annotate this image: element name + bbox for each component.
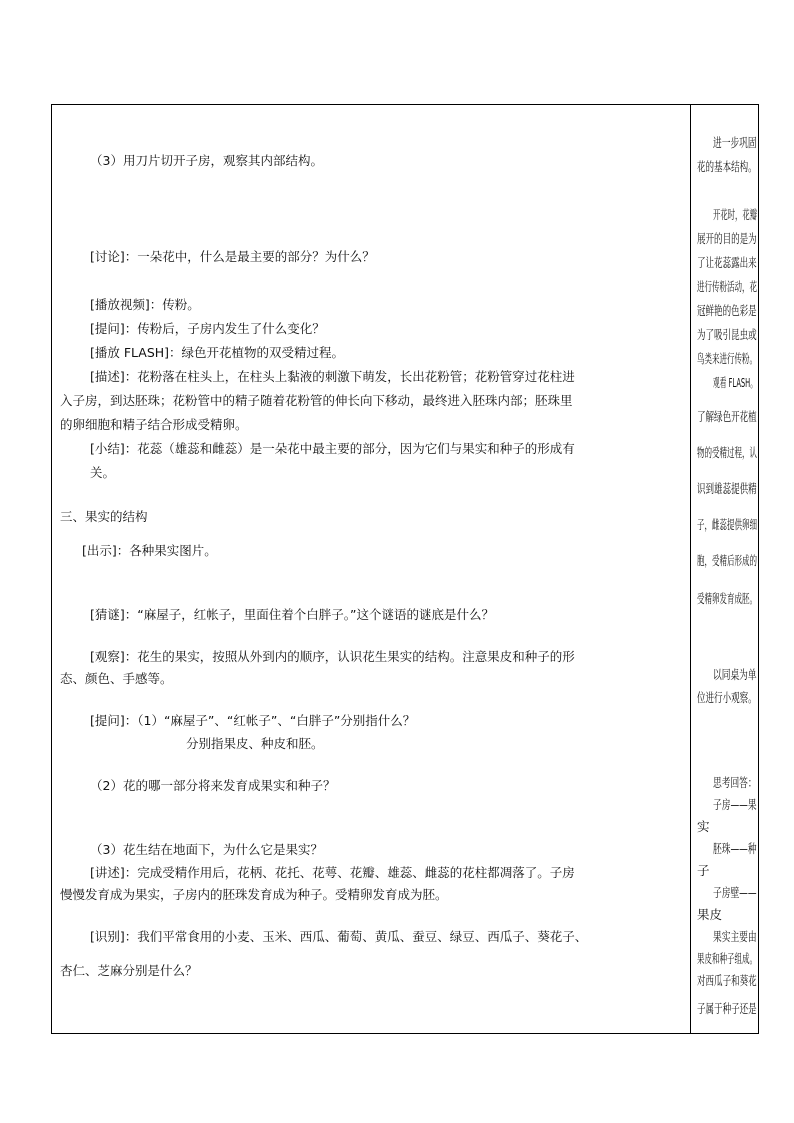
teaching-content-column <box>52 105 638 1033</box>
text-line: [描述]：花粉落在柱头上，在柱头上黏液的刺激下萌发，长出花粉管；花粉管穿过花柱进 <box>90 369 575 384</box>
note-line: 子房——果 <box>713 797 757 812</box>
note-line: 胚珠——种 <box>713 841 757 856</box>
text-line: [播放 FLASH]：绿色开花植物的双受精过程。 <box>90 345 345 360</box>
note-line: 实 <box>697 819 710 834</box>
text-line: （3）用刀片切开子房，观察其内部结构。 <box>90 153 323 168</box>
note-line: 观看 FLASH。 <box>713 375 757 390</box>
text-line: 态、颜色、手感等。 <box>60 671 173 686</box>
note-line: 物的受精过程，认 <box>697 445 758 460</box>
section-heading: 三、果实的结构 <box>60 509 148 524</box>
text-line: 慢慢发育成为果实，子房内的胚珠发育成为种子。受精卵发育成为胚。 <box>60 887 448 902</box>
note-line: 思考回答： <box>713 775 757 790</box>
note-line: 子 <box>697 863 710 878</box>
note-line: 识到雄蕊提供精 <box>697 481 757 496</box>
text-line: 关。 <box>90 465 116 480</box>
note-line: 果皮 <box>697 907 723 922</box>
note-line: 子属于种子还是 <box>697 1001 757 1016</box>
text-line: [小结]：花蕊（雄蕊和雌蕊）是一朵花中最主要的部分，因为它们与果实和种子的形成有 <box>90 441 575 456</box>
text-line: [讲述]：完成受精作用后，花柄、花托、花萼、花瓣、雄蕊、雌蕊的花柱都凋落了。子房 <box>90 865 575 880</box>
note-line: 开花时，花瓣 <box>713 207 758 222</box>
note-line: 果皮和种子组成。 <box>697 951 758 966</box>
note-line: 对西瓜子和葵花 <box>697 973 757 988</box>
note-line: 以同桌为单 <box>713 667 757 682</box>
design-intent-column <box>691 105 759 1033</box>
text-line: [播放视频]：传粉。 <box>90 297 200 312</box>
text-line: 的卵细胞和精子结合形成受精卵。 <box>60 417 248 432</box>
note-line: 进一步巩固 <box>713 135 757 150</box>
text-line: 分别指果皮、种皮和胚。 <box>186 736 324 751</box>
note-line: 了让花蕊露出来 <box>697 255 757 270</box>
note-line: 展开的目的是为 <box>697 231 757 246</box>
note-line: 为了吸引昆虫或 <box>697 327 757 342</box>
note-line: 冠鲜艳的色彩是 <box>697 303 757 318</box>
text-line: [提问]：（1）“麻屋子”、“红帐子”、“白胖子”分别指什么？ <box>90 713 416 728</box>
note-line: 胞，受精后形成的 <box>697 553 758 568</box>
text-line: [出示]：各种果实图片。 <box>82 543 217 558</box>
lesson-table <box>51 104 759 1034</box>
text-line: （3）花生结在地面下，为什么它是果实？ <box>90 842 323 857</box>
note-line: 子房壁—— <box>713 885 757 900</box>
note-line: 受精卵发育成胚。 <box>697 591 758 606</box>
text-line: [猜谜]：“麻屋子，红帐子，里面住着个白胖子。”这个谜语的谜底是什么？ <box>90 607 494 622</box>
note-line: 果实主要由 <box>713 929 757 944</box>
note-line: 子，雌蕊提供卵细 <box>697 517 758 532</box>
text-line: （2）花的哪一部分将来发育成果实和种子？ <box>90 778 336 793</box>
text-line: 入子房，到达胚珠；花粉管中的精子随着花粉管的伸长向下移动，最终进入胚珠内部；胚珠里 <box>60 393 573 408</box>
note-line: 花的基本结构。 <box>697 159 757 174</box>
text-line: [观察]：花生的果实，按照从外到内的顺序，认识花生果实的结构。注意果皮和种子的形 <box>90 649 575 664</box>
note-line: 了解绿色开花植 <box>697 409 757 424</box>
text-line: [识别]：我们平常食用的小麦、玉米、西瓜、葡萄、黄瓜、蚕豆、绿豆、西瓜子、葵花子、 <box>90 929 588 944</box>
note-line: 进行传粉活动，花 <box>697 279 758 294</box>
text-line: [提问]：传粉后，子房内发生了什么变化？ <box>90 321 325 336</box>
note-line: 鸟类来进行传粉。 <box>697 351 758 366</box>
text-line: 杏仁、芝麻分别是什么？ <box>60 963 198 978</box>
note-line: 位进行小观察。 <box>697 690 757 705</box>
text-line: [讨论]：一朵花中，什么是最主要的部分？为什么？ <box>90 249 375 264</box>
